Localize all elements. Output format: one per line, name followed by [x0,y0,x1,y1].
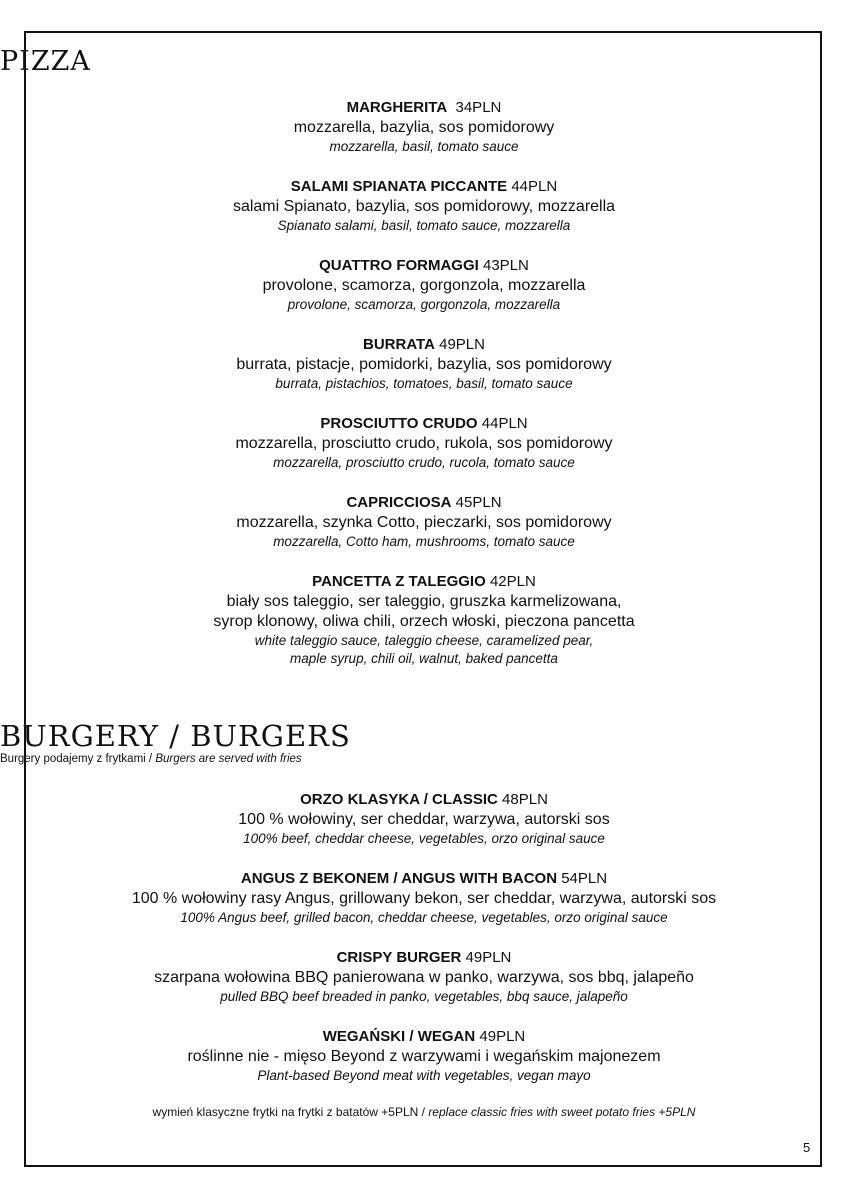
item-price: 42PLN [489,573,536,590]
menu-item [0,255,848,314]
item-name: ORZO KLASYKA / CLASSIC [300,791,498,808]
item-price: 48PLN [502,791,548,808]
item-description-en: mozzarella, prosciutto crudo, rucola, tomato sauce [273,455,575,470]
menu-item [0,868,848,927]
item-description-en: mozzarella, Cotto ham, mushrooms, tomato sauce [273,534,575,549]
menu-item [0,492,848,551]
item-description-pl: roślinne nie - mięso Beyond z warzywami i wegańskim majonezem [187,1048,661,1065]
item-name: QUATTRO FORMAGGI [319,257,479,274]
item-description-en: burrata, pistachios, tomatoes, basil, tomato sauce [275,376,573,391]
item-description-pl: burrata, pistacje, pomidorki, bazylia, sos pomidorowy [236,356,612,373]
item-description-en: maple syrup, chili oil, walnut, baked pancetta [290,651,558,666]
item-description-en: mozzarella, basil, tomato sauce [329,139,519,154]
item-description-pl: biały sos taleggio, ser taleggio, gruszka karmelizowana, [226,593,622,610]
item-description-en: 100% Angus beef, grilled bacon, cheddar cheese, vegetables, orzo original sauce [180,910,668,925]
item-description-pl: mozzarella, bazylia, sos pomidorowy [293,119,555,136]
burger-section-title: BURGERY / BURGERS [0,719,351,753]
item-price: 44PLN [511,178,558,195]
item-description-pl: mozzarella, szynka Cotto, pieczarki, sos pomidorowy [236,514,612,531]
item-description-en: pulled BBQ beef breaded in panko, vegetables, bbq sauce, jalapeño [220,989,628,1004]
menu-item [0,1026,848,1085]
item-description-pl: provolone, scamorza, gorgonzola, mozzarella [262,277,586,294]
item-description-en: provolone, scamorza, gorgonzola, mozzarella [287,297,561,312]
menu-item [0,413,848,472]
item-price: 54PLN [561,870,608,887]
footer-note-pl: wymień klasyczne frytki na frytki z batatów +5PLN / [152,1105,429,1119]
item-description-pl: 100 % wołowiny rasy Angus, grillowany bekon, ser cheddar, warzywa, autorski sos [131,890,717,907]
item-description-en: 100% beef, cheddar cheese, vegetables, orzo original sauce [243,831,605,846]
item-description-en: Spianato salami, basil, tomato sauce, mozzarella [277,218,571,233]
item-description-en: white taleggio sauce, taleggio cheese, caramelized pear, [254,633,594,648]
item-description-pl: salami Spianato, bazylia, sos pomidorowy, mozzarella [232,198,616,215]
item-description-en: Plant-based Beyond meat with vegetables, vegan mayo [257,1068,591,1083]
item-name: BURRATA [363,336,435,353]
item-price: 44PLN [481,415,528,432]
item-name: WEGAŃSKI / WEGAN [322,1028,476,1045]
item-name: SALAMI SPIANATA PICCANTE [290,178,508,195]
item-name: CAPRICCIOSA [346,494,452,511]
item-price: 34PLN [455,99,502,116]
footer-note-en: replace classic fries with sweet potato fries +5PLN [428,1105,696,1119]
item-description-pl: syrop klonowy, oliwa chili, orzech włoski, pieczona pancetta [213,613,635,630]
menu-item [0,571,848,668]
item-price: 49PLN [479,1028,526,1045]
burger-section-note [0,753,848,765]
item-name: PANCETTA Z TALEGGIO [312,573,486,590]
footer-note [0,1105,848,1119]
page-number: 5 [803,1140,811,1155]
item-name: MARGHERITA [346,99,448,116]
item-name: ANGUS Z BEKONEM / ANGUS WITH BACON [240,870,558,887]
menu-item [0,176,848,235]
note-pl: Burgery podajemy z frytkami / [0,753,156,765]
item-price: 45PLN [455,494,502,511]
item-name: CRISPY BURGER [336,949,462,966]
item-description-pl: mozzarella, prosciutto crudo, rukola, sos pomidorowy [235,435,613,452]
item-description-pl: szarpana wołowina BBQ panierowana w panko, warzywa, sos bbq, jalapeño [154,969,694,986]
pizza-section-title: PIZZA [0,46,91,77]
menu-item [0,789,848,848]
item-price: 49PLN [465,949,512,966]
menu-item [0,334,848,393]
item-name: PROSCIUTTO CRUDO [320,415,478,432]
item-price: 49PLN [439,336,485,353]
item-price: 43PLN [483,257,529,274]
note-en: Burgers are served with fries [155,753,302,765]
menu-item [0,947,848,1006]
menu-item [0,97,848,156]
item-description-pl: 100 % wołowiny, ser cheddar, warzywa, autorski sos [238,811,610,828]
